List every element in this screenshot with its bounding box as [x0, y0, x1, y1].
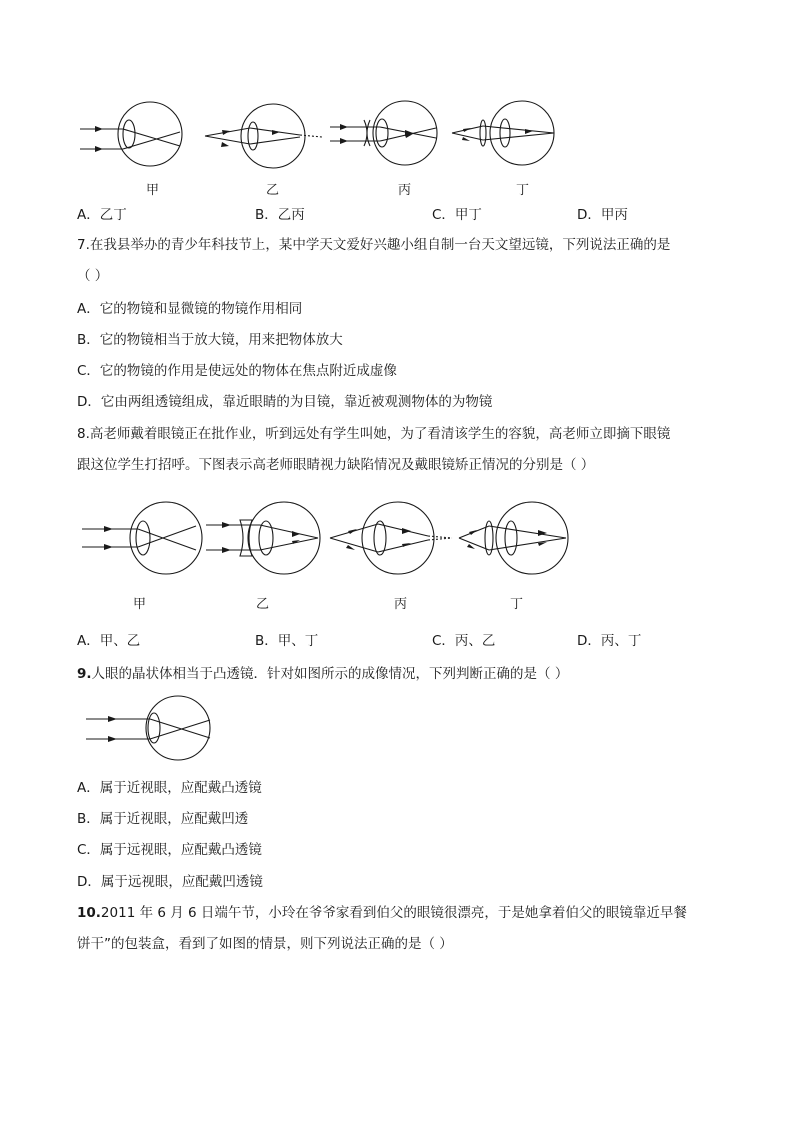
q8-caption-ding: 丁: [510, 597, 524, 612]
q7-stem-line2: （ ）: [77, 268, 109, 284]
q7-stem-line1: 7.在我县举办的青少年科技节上，某中学天文爱好兴趣小组自制一台天文望远镜，下列说法正确的是: [77, 237, 671, 253]
fig1-option-d: D．甲丙: [577, 207, 628, 223]
q8-caption-bing: 丙: [394, 597, 408, 612]
q8-caption-jia: 甲: [133, 597, 147, 612]
fig1-caption-jia: 甲: [146, 183, 160, 198]
q8-option-a: A．甲、乙: [77, 633, 141, 649]
q8-option-c: C．丙、乙: [432, 633, 496, 649]
fig1-diagram-jia: [80, 102, 182, 166]
fig1-eye-diagrams: [0, 0, 794, 200]
q8-stem-line1: 8.高老师戴着眼镜正在批作业，听到远处有学生叫她，为了看清该学生的容貌，高老师立即摘下眼镜: [77, 426, 671, 442]
q9-eye-diagram: [0, 693, 794, 773]
q9-option-d: D．属于远视眼，应配戴凹透镜: [77, 874, 263, 890]
q8-option-d: D．丙、丁: [577, 633, 642, 649]
q7-option-c: C．它的物镜的作用是使远处的物体在焦点附近成虚像: [77, 363, 397, 379]
fig1-option-c: C．甲丁: [432, 207, 482, 223]
q9-option-a: A．属于近视眼，应配戴凸透镜: [77, 780, 262, 796]
q7-option-b: B．它的物镜相当于放大镜，用来把物体放大: [77, 332, 343, 348]
q7-option-d: D．它由两组透镜组成，靠近眼睛的为目镜，靠近被观测物体的为物镜: [77, 394, 493, 410]
q9-option-c: C．属于远视眼，应配戴凸透镜: [77, 842, 262, 858]
fig1-caption-yi: 乙: [266, 183, 280, 198]
q10-stem-line2: 饼干”的包装盒，看到了如图的情景，则下列说法正确的是（ ）: [77, 936, 453, 952]
q8-option-b: B．甲、丁: [255, 633, 319, 649]
fig1-diagram-yi: [205, 104, 322, 168]
q8-stem-line2: 跟这位学生打招呼。下图表示高老师眼睛视力缺陷情况及戴眼镜矫正情况的分别是（ ）: [77, 457, 595, 473]
q8-diagram-yi: [206, 502, 320, 574]
q8-diagram-ding: [459, 502, 568, 574]
q8-diagram-bing: [330, 502, 452, 574]
q7-option-a: A．它的物镜和显微镜的物镜作用相同: [77, 301, 303, 317]
q9-stem-text: 人眼的晶状体相当于凸透镜．针对如图所示的成像情况，下列判断正确的是（ ）: [91, 666, 569, 682]
fig1-caption-bing: 丙: [398, 183, 412, 198]
q8-eye-diagrams: [0, 490, 794, 610]
q10-stem-line1: [77, 904, 687, 922]
q10-number: 10.: [77, 905, 101, 921]
fig1-caption-ding: 丁: [516, 183, 530, 198]
q10-stem-text: 2011 年 6 月 6 日端午节，小玲在爷爷家看到伯父的眼镜很漂亮，于是她拿着伯父的眼镜靠近早餐: [100, 905, 687, 921]
fig1-option-b: B．乙丙: [255, 207, 305, 223]
fig1-diagram-bing: [330, 101, 437, 165]
q8-diagram-jia: [82, 502, 202, 574]
fig1-option-a: A．乙丁: [77, 207, 127, 223]
fig1-diagram-ding: [452, 101, 554, 165]
q8-caption-yi: 乙: [256, 597, 270, 612]
q9-stem: [77, 665, 568, 683]
q9-option-b: B．属于近视眼，应配戴凹透: [77, 811, 249, 827]
q9-number: 9.: [77, 666, 92, 682]
